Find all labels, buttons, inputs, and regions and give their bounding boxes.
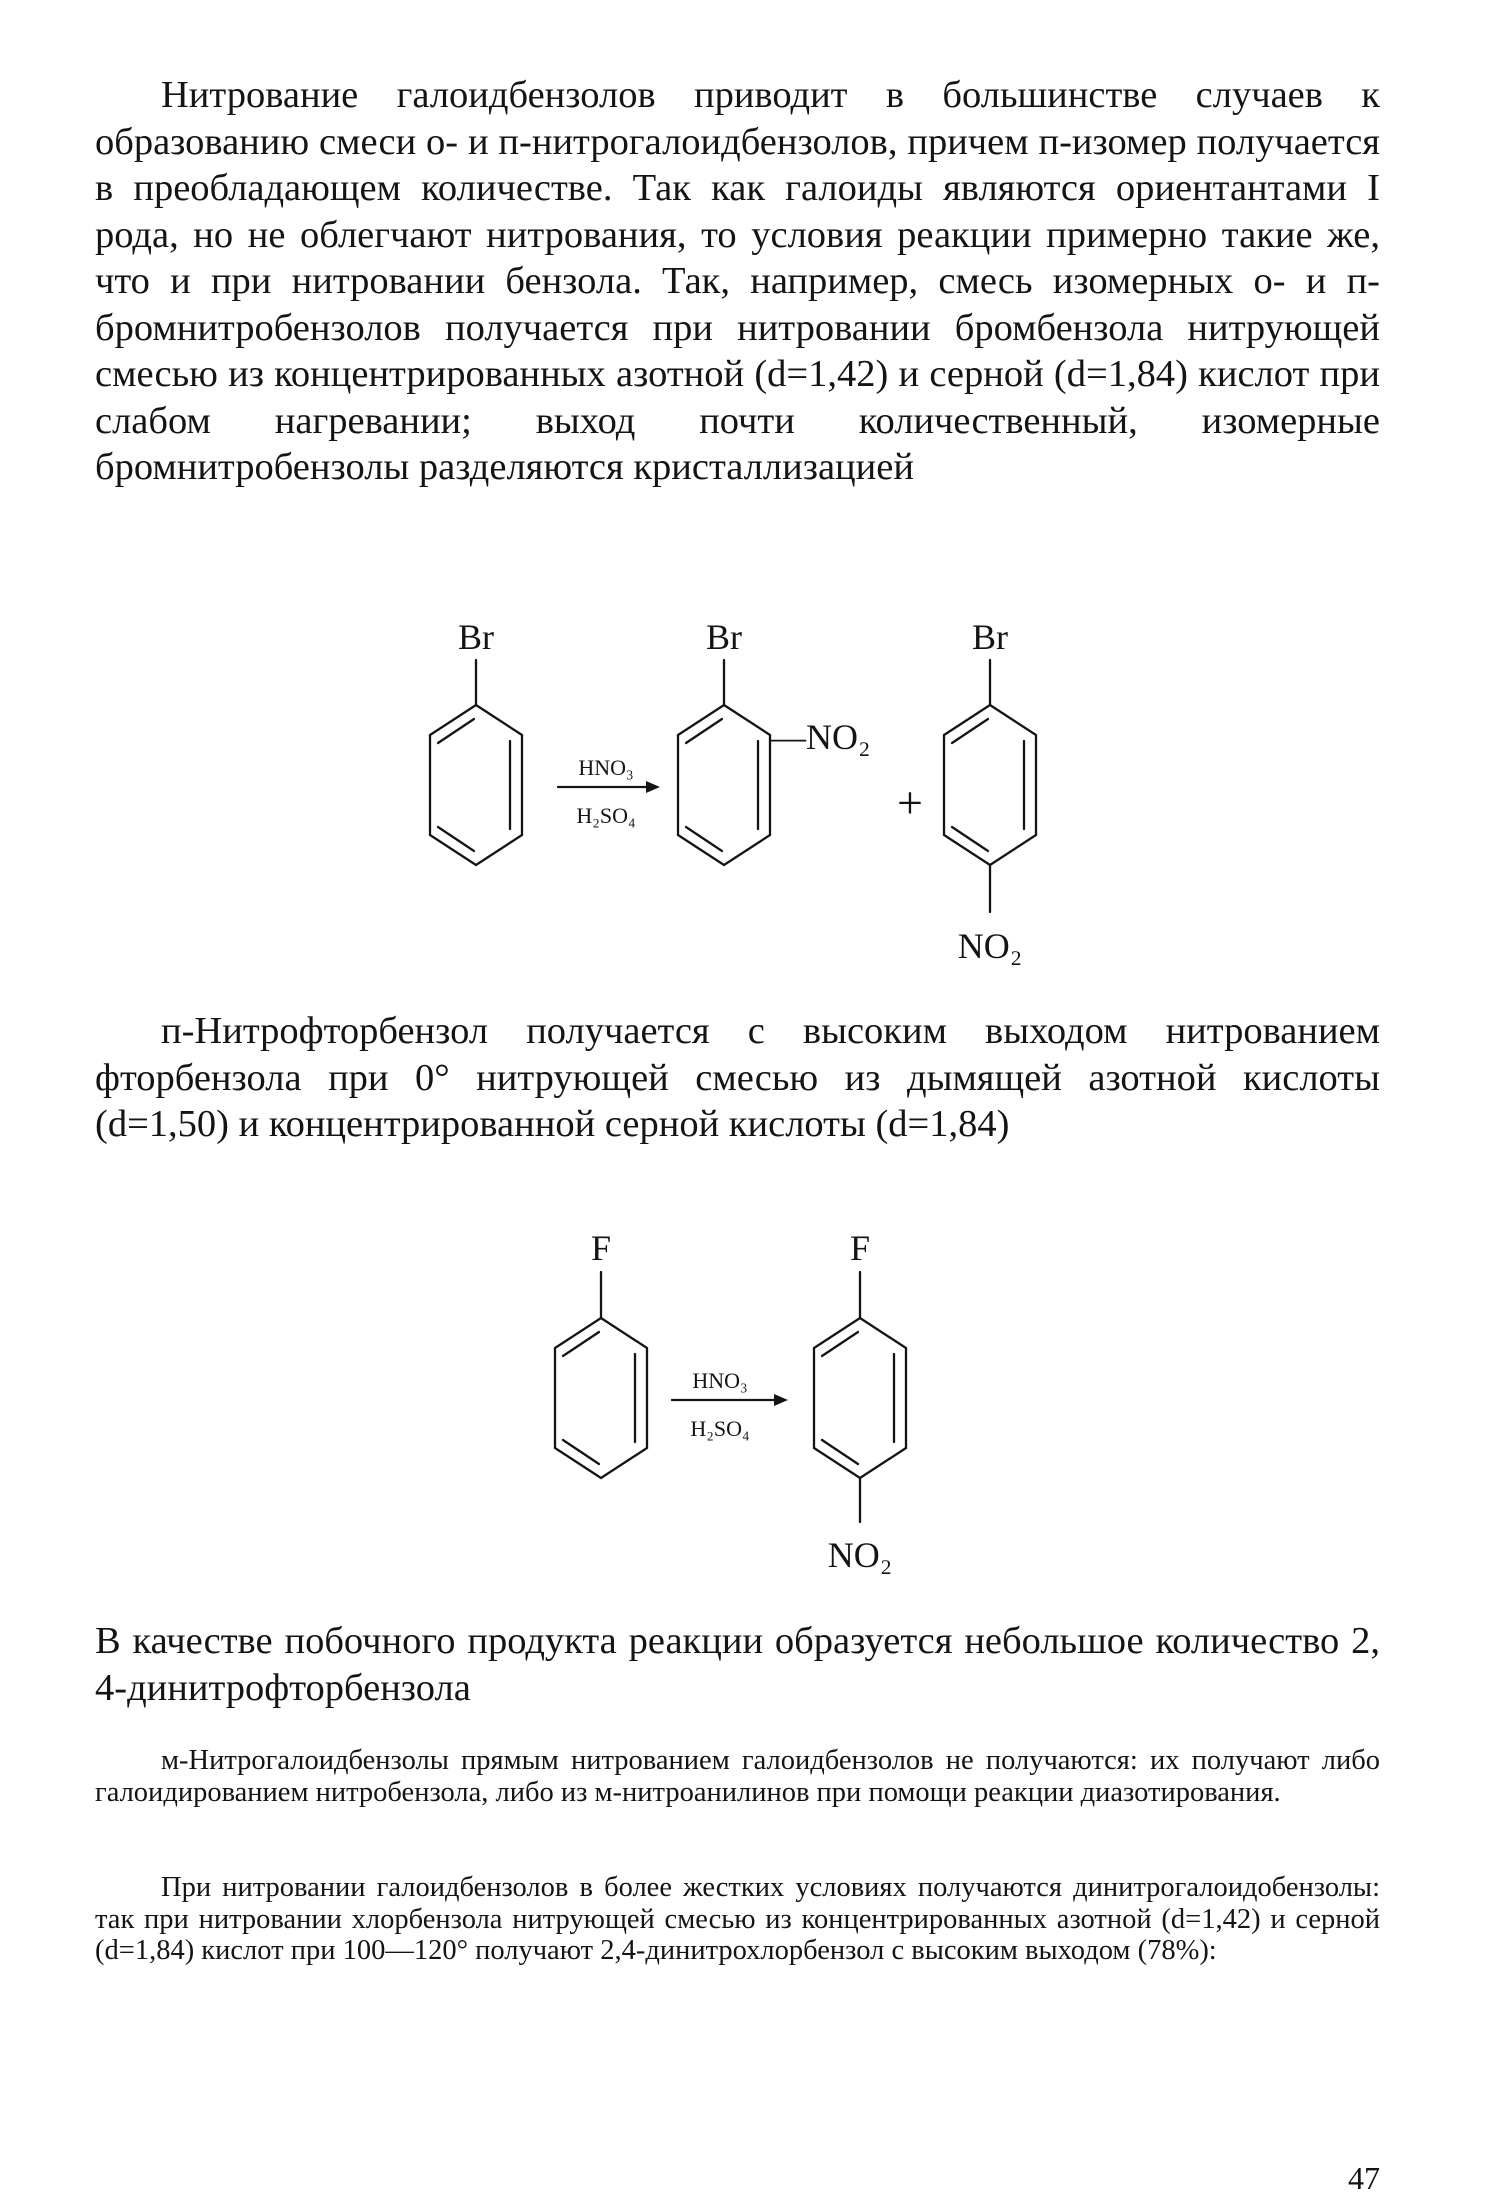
double-bond (438, 827, 474, 851)
paragraph-bromination: Нитрование галоидбензолов приводит в большинстве случаев к образованию смеси о- и п-нитрогалоидбензолов, причем п-изомер получается в преобладающем количестве. Так как галоиды являются ориентантами I рода, но не облегчают нитрования, то условия реакции примерно такие же, что и при нитровании бензола. Так, например, смесь изомерных о- и п-бромнитробензолов получается при нитровании бромбензола нитрующей смесью из концентрированных азотной (d=1,42) и серной (d=1,84) кислот при слабом нагревании; выход почти количественный, изомерные бромнитробензолы разделяются кристаллизацией (95, 74, 1380, 488)
double-bond (952, 719, 988, 743)
double-bond (822, 1440, 858, 1464)
bromo-label: Br (706, 617, 742, 657)
benzene-ring (678, 705, 770, 865)
reagent-hno3: HNO₃ (578, 755, 634, 780)
bromo-label: Br (458, 617, 494, 657)
reagent-hno3: HNO₃ (692, 1368, 748, 1393)
reagent-h2so4: H₂SO₄ (576, 803, 636, 828)
benzene-ring (814, 1318, 906, 1478)
benzene-ring (555, 1318, 647, 1478)
bromo-label: Br (972, 617, 1008, 657)
paragraph-fluoro: п-Нитрофторбензол получается с высоким выходом нитрованием фторбензола при 0° нитрующей смесью из дымящей азотной кислоты (d=1,50) и концентрированной серной кислоты (d=1,84) (95, 1010, 1380, 1145)
reagent-h2so4: H₂SO₄ (690, 1416, 750, 1441)
nitro-group-label: NO₂ (827, 1535, 893, 1575)
arrow-head (774, 1394, 788, 1406)
benzene-ring (430, 705, 522, 865)
double-bond (563, 1440, 599, 1464)
plus-sign: + (897, 777, 923, 828)
paragraph-byproduct: В качестве побочного продукта реакции образуется небольшое количество 2, 4-динитрофторбензола (95, 1620, 1380, 1709)
double-bond (438, 719, 474, 743)
double-bond (952, 827, 988, 851)
double-bond (686, 719, 722, 743)
paragraph-dinitration: При нитровании галоидбензолов в более жестких условиях получаются динитрогалоидобензолы: так при нитровании хлорбензола нитрующей смесью из концентрированных азотной (d=1,42) и серной (d=1,84) кислот при 100—120° получают 2,4-динитрохлорбензол с высоким выходом (78%): (95, 1872, 1380, 1966)
bromobenzene-nitration-scheme (0, 600, 1500, 990)
nitro-group-label: —NO₂ (770, 717, 871, 757)
fluorobenzene-nitration-scheme (0, 1210, 1500, 1600)
benzene-ring (944, 705, 1036, 865)
double-bond (686, 827, 722, 851)
arrow-head (646, 781, 660, 793)
double-bond (563, 1332, 599, 1356)
fluoro-label: F (590, 1228, 612, 1268)
double-bond (822, 1332, 858, 1356)
paragraph-meta-isomers: м-Нитрогалоидбензолы прямым нитрованием галоидбензолов не получаются: их получают либо галоидированием нитробензола, либо из м-нитроанилинов при помощи реакции диазотирования. (95, 1745, 1380, 1808)
fluoro-label: F (849, 1228, 871, 1268)
page-number: 47 (1348, 2160, 1380, 2196)
nitro-group-label: NO₂ (957, 926, 1023, 966)
